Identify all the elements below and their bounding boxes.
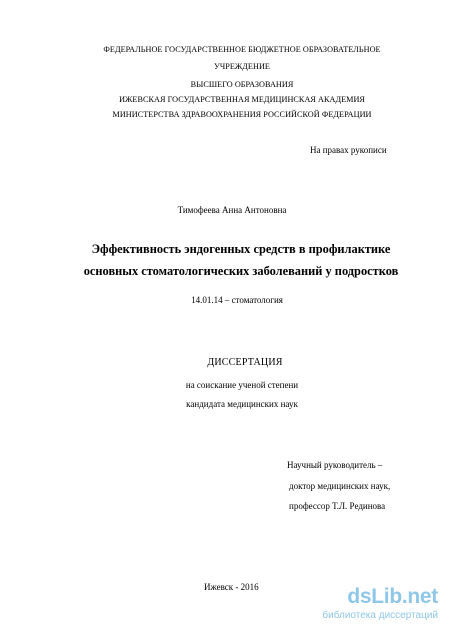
city-year: Ижевск - 2016 — [204, 582, 259, 592]
document-type: ДИССЕРТАЦИЯ — [207, 357, 283, 368]
institution-line-1: ФЕДЕРАЛЬНОЕ ГОСУДАРСТВЕННОЕ БЮДЖЕТНОЕ ОБРАЗОВАТЕЛЬНОЕ — [103, 45, 381, 54]
dissertation-title-line-2: основных стоматологических заболеваний у подростков — [83, 264, 399, 278]
author-name: Тимофеева Анна Антоновна — [177, 205, 287, 215]
supervisor-line-2: доктор медицинских наук, — [289, 481, 391, 491]
degree-line-2: кандидата медицинских наук — [186, 399, 298, 409]
degree-line-1: на соискание ученой степени — [185, 380, 299, 390]
dslib-watermark — [324, 586, 444, 632]
supervisor-line-1: Научный руководитель – — [287, 460, 383, 470]
institution-line-2: УЧРЕЖДЕНИЕ — [214, 62, 270, 71]
rights-note: На правах рукописи — [310, 145, 387, 155]
institution-line-3: ВЫСШЕГО ОБРАЗОВАНИЯ — [190, 80, 294, 89]
institution-line-5: МИНИСТЕРСТВА ЗДРАВООХРАНЕНИЯ РОССИЙСКОЙ ФЕДЕРАЦИИ — [112, 110, 372, 119]
watermark-subtitle: библиотека диссертаций — [322, 610, 438, 621]
institution-line-4: ИЖЕВСКАЯ ГОСУДАРСТВЕННАЯ МЕДИЦИНСКАЯ АКАДЕМИЯ — [119, 95, 365, 104]
supervisor-line-3: профессор Т.Л. Рединова — [289, 501, 386, 511]
dissertation-title-line-1: Эффективность эндогенных средств в профилактике — [91, 242, 391, 256]
specialty-code: 14.01.14 – стоматология — [191, 295, 283, 305]
watermark-logo: dsLib.net — [347, 585, 438, 608]
